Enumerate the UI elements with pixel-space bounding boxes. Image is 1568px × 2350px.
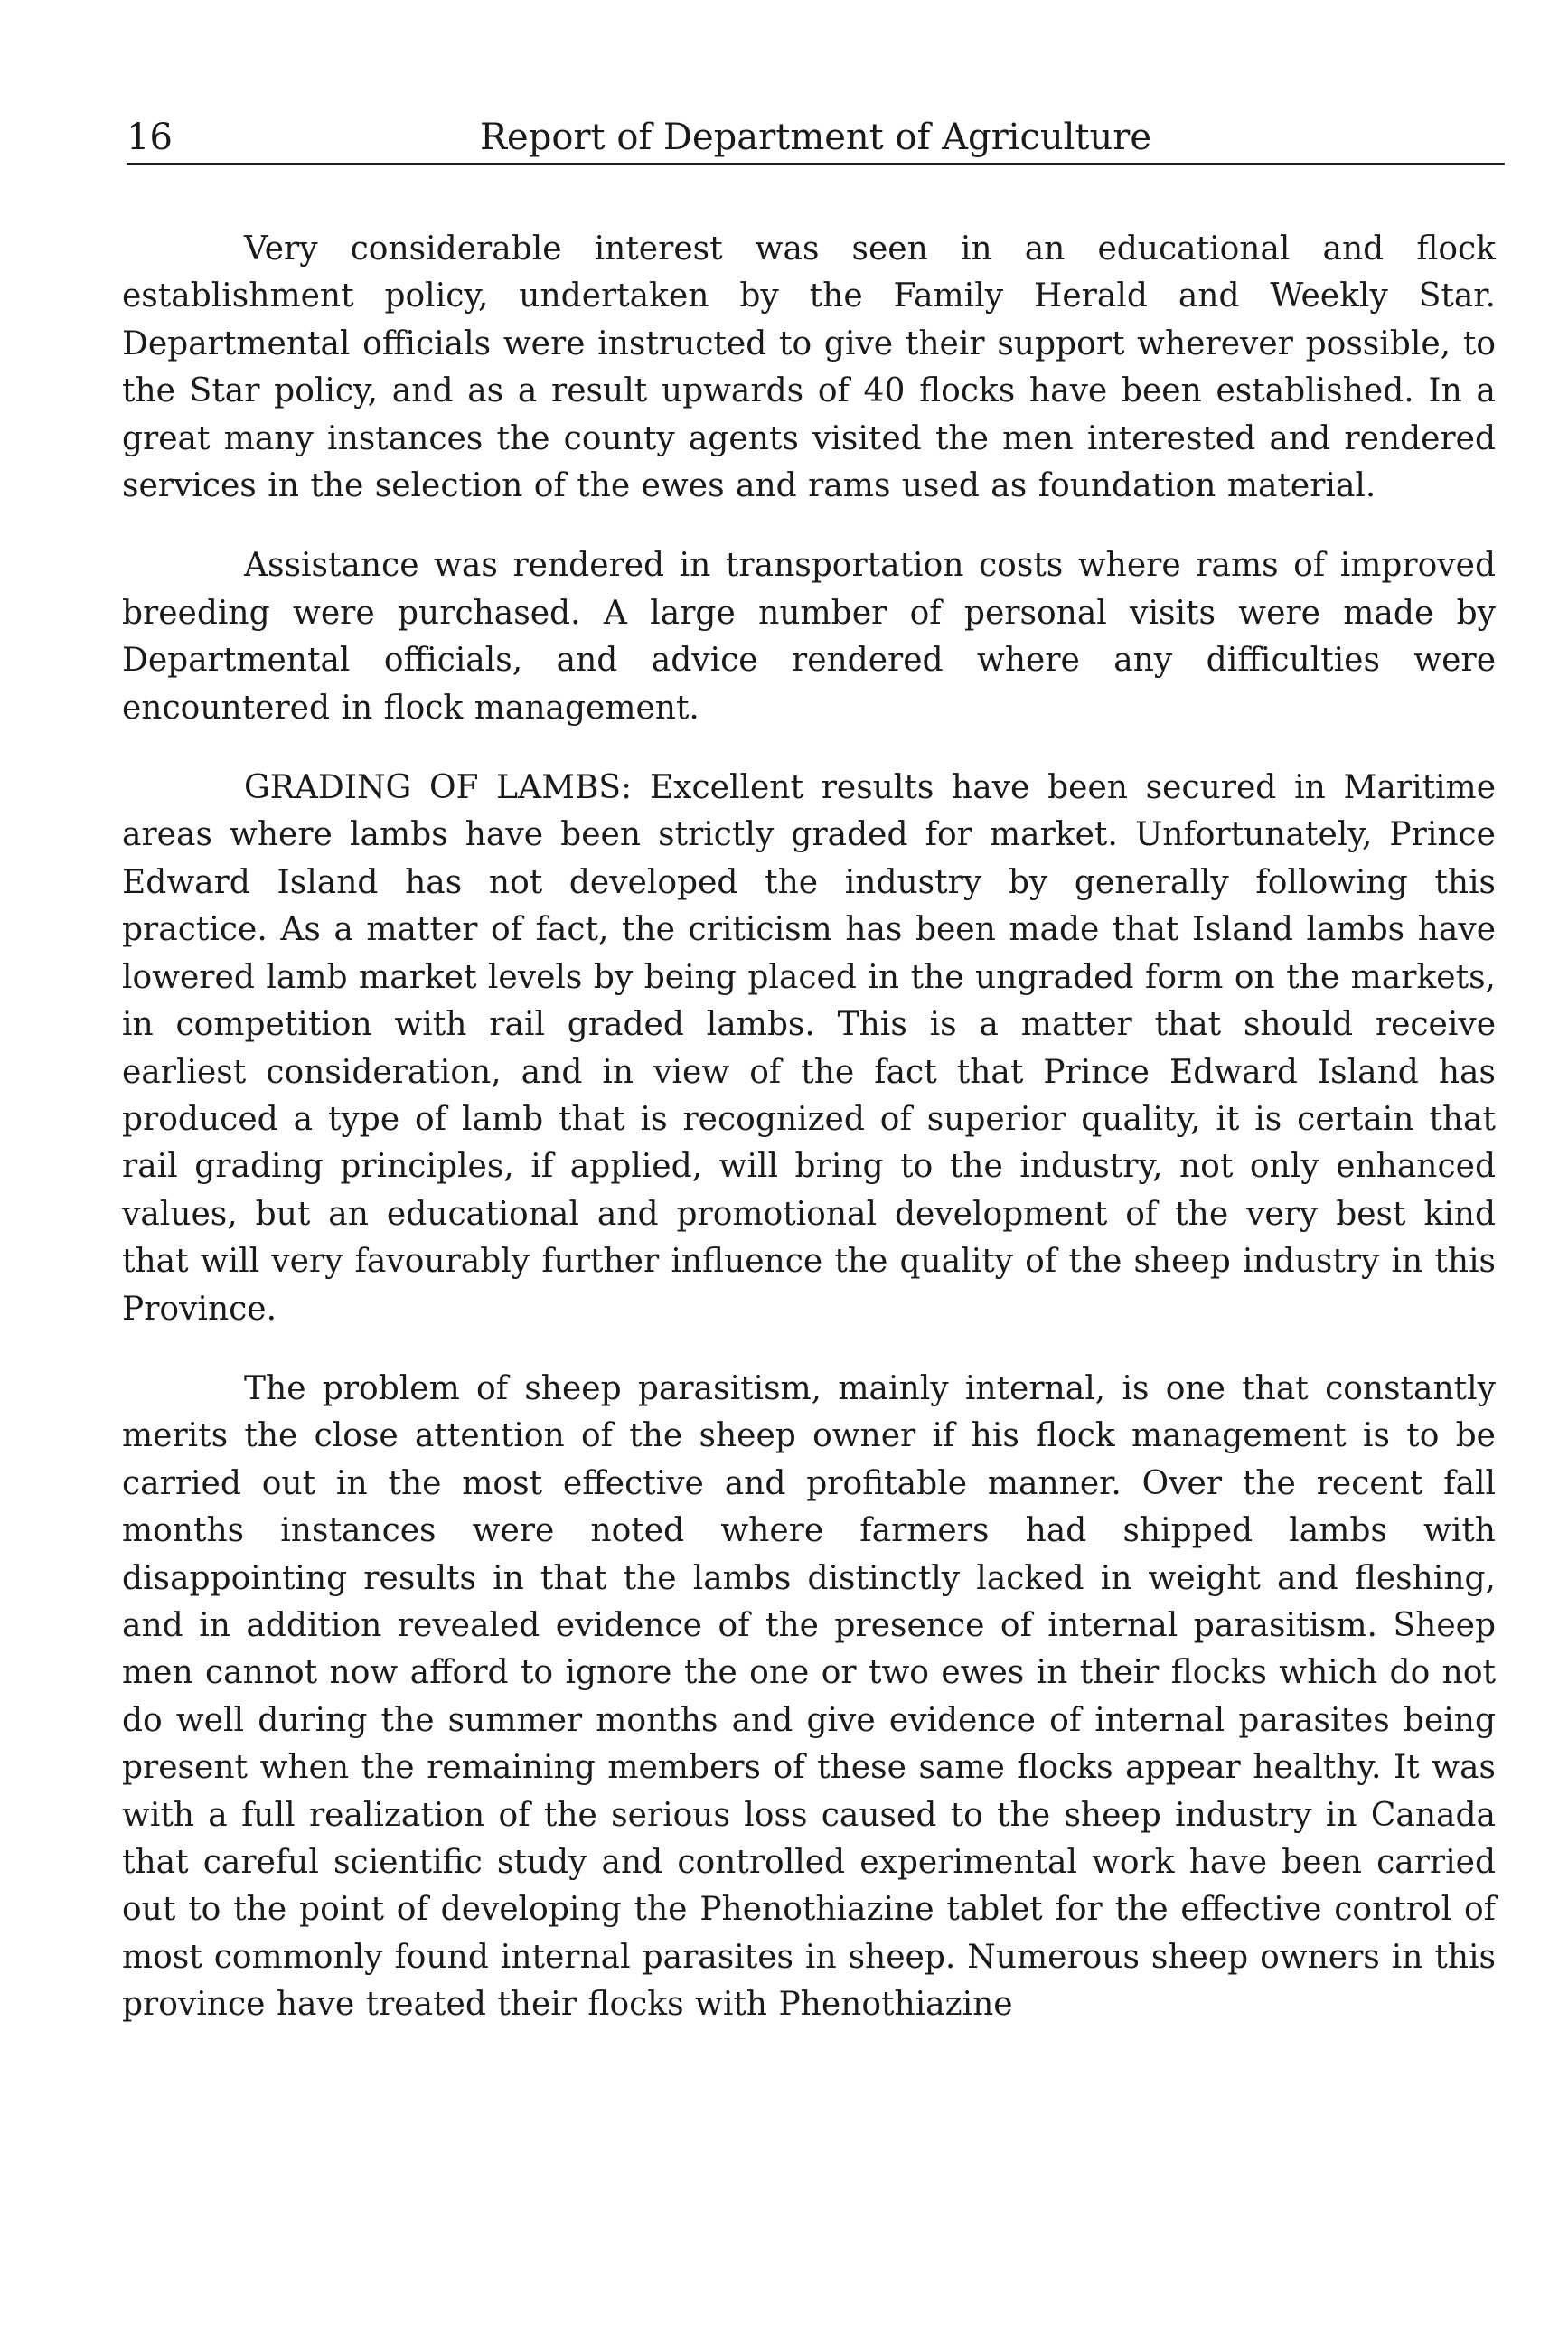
paragraph-flock-establishment-policy: Very considerable interest was seen in an educational and flock establishment policy, undertaken by the Family Herald and Weekly Star. Departmental officials were instructed to give their support wherever possible, to the Star policy, and as a result upwards of 40 flocks have been established. In a great many instances the county agents visited the men interested and rendered services in the selection of the ewes and rams used as foundation material. xyxy=(122,230,1496,505)
paragraph-transportation-assistance: Assistance was rendered in transportation costs where rams of improved breeding were purchased. A large number of personal visits were made by Departmental officials, and advice rendered where any difficulties were encountered in flock management. xyxy=(122,547,1496,727)
running-head xyxy=(127,114,1505,161)
header-rule xyxy=(127,163,1505,165)
paragraph-grading-of-lambs: GRADING OF LAMBS: Excellent results have been secured in Maritime areas where lambs have been strictly graded for market. Unfortunately, Prince Edward Island has not developed the industry by generally following this practice. As a matter of fact, the criticism has been made that Island lambs have lowered lamb market levels by being placed in the ungraded form on the markets, in competition with rail graded lambs. This is a matter that should receive earliest consideration, and in view of the fact that Prince Edward Island has produced a type of lamb that is recognized of superior quality, it is certain that rail grading principles, if applied, will bring to the industry, not only enhanced values, but an educational and promotional development of the very best kind that will very favourably further influence the quality of the sheep industry in this Province. xyxy=(122,769,1496,1328)
running-head-title: Report of Department of Agriculture xyxy=(479,117,1152,158)
body-text xyxy=(122,226,1496,2029)
page-number: 16 xyxy=(127,117,173,158)
paragraph-sheep-parasitism: The problem of sheep parasitism, mainly internal, is one that constantly merits the close attention of the sheep owner if his flock management is to be carried out in the most effective and profitable manner. Over the recent fall months instances were noted where farmers had shipped lambs with disappointing results in that the lambs distinctly lacked in weight and fleshing, and in addition revealed evidence of the presence of internal parasitism. Sheep men cannot now afford to ignore the one or two ewes in their flocks which do not do well during the summer months and give evidence of internal parasites being present when the remaining members of these same flocks appear healthy. It was with a full realization of the serious loss caused to the sheep industry in Canada that careful scientific study and controlled experimental work have been carried out to the point of developing the Phenothiazine tablet for the effective control of most commonly found internal parasites in sheep. Numerous sheep owners in this province have treated their flocks with Phenothiazine xyxy=(122,1369,1496,2024)
